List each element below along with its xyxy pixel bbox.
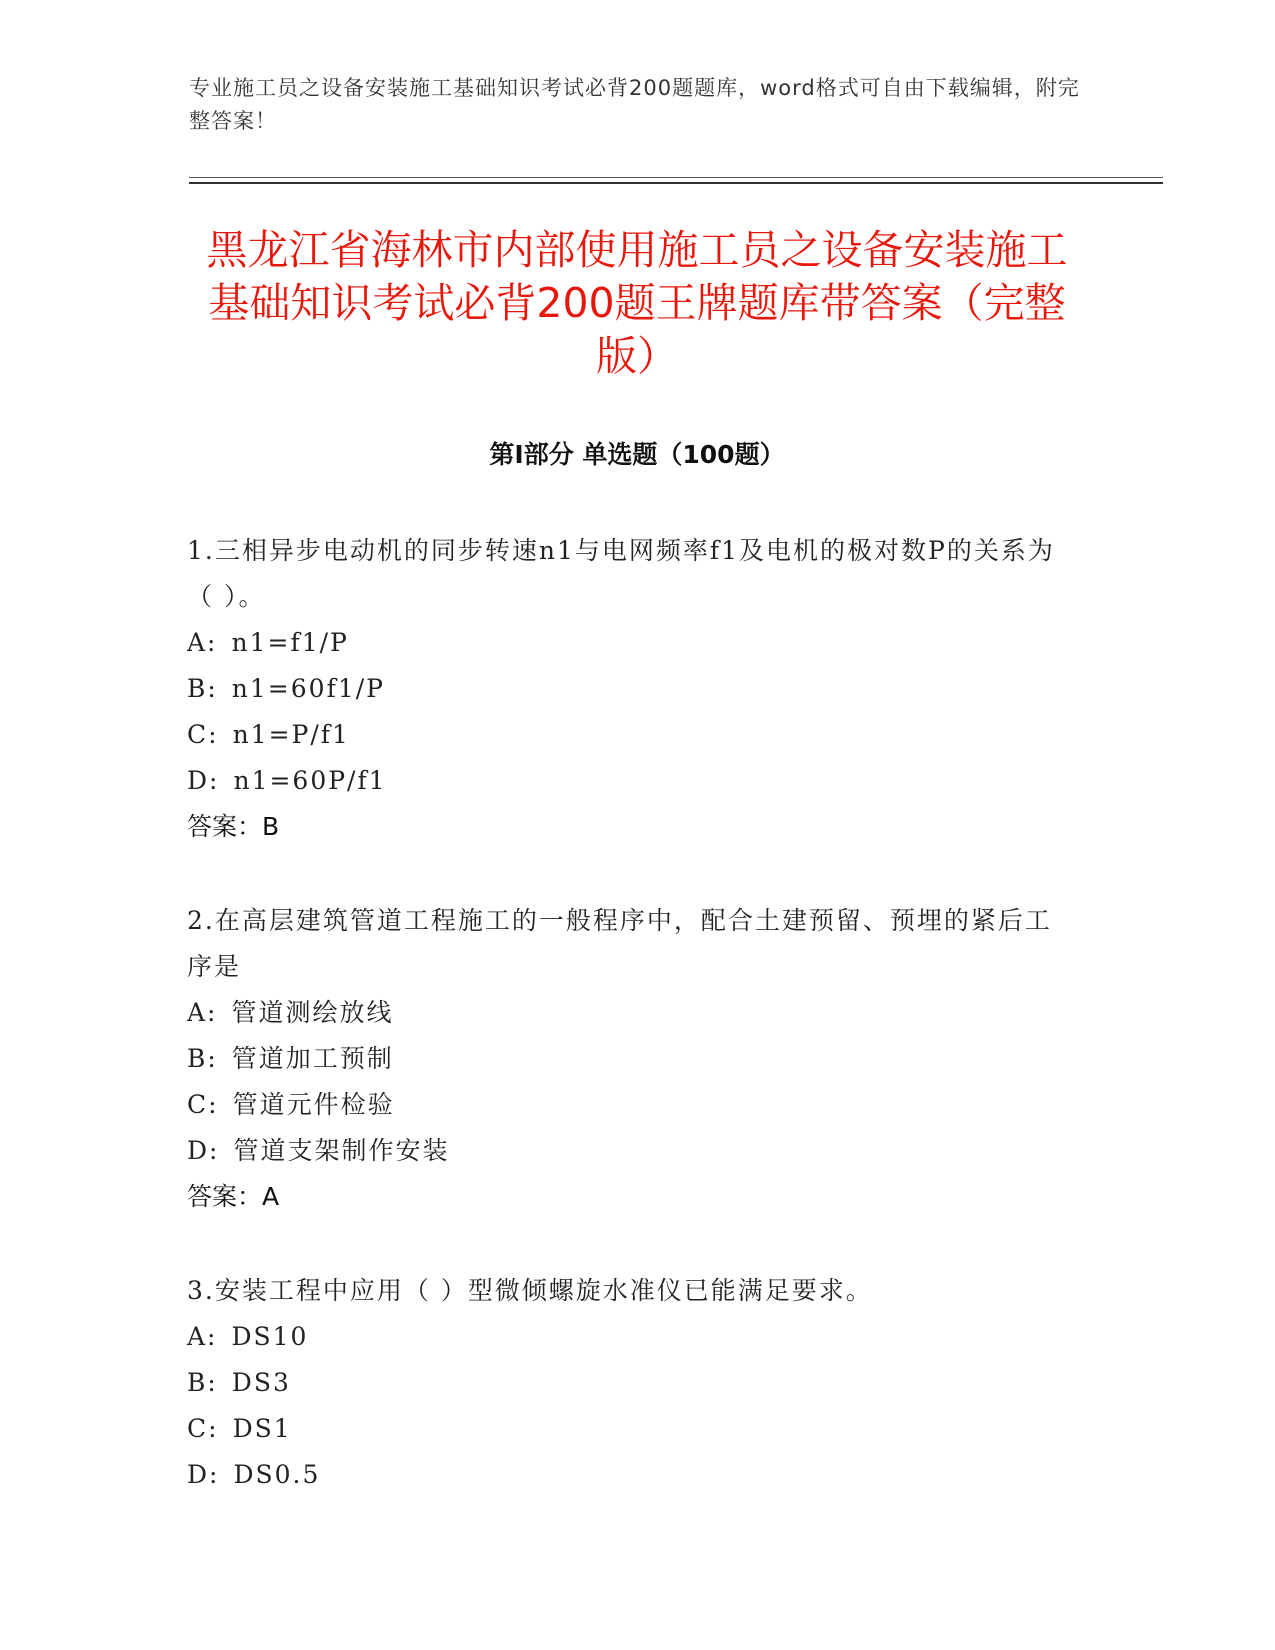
option-text: 管道元件检验 [232,1090,395,1119]
question-stem: 3.安装工程中应用（ ）型微倾螺旋水准仪已能满足要求。 [187,1276,873,1305]
question-3 [187,1268,1067,1498]
option-text: DS10 [231,1322,309,1351]
option-text: 管道支架制作安装 [233,1136,450,1165]
option-key: D: [187,1136,220,1165]
option-b [187,666,1067,712]
question-1 [187,528,1067,850]
option-c [187,1082,1067,1128]
answer-value: A [262,1182,280,1211]
answer-line [187,804,1067,850]
question-stem: 1.三相异步电动机的同步转速n1与电网频率f1及电机的极对数P的关系为（ ）。 [187,536,1055,611]
option-c [187,1406,1067,1452]
section-title: 第I部分 单选题（100题） [489,440,785,469]
option-d [187,1452,1067,1498]
option-b [187,1360,1067,1406]
answer-label: 答案： [187,812,263,841]
option-a [187,990,1067,1036]
option-key: A: [187,998,218,1027]
option-key: D: [187,1460,220,1489]
header-note: 专业施工员之设备安装施工基础知识考试必背200题题库，word格式可自由下载编辑，附完整答案！ [189,76,1080,133]
option-text: DS3 [231,1368,291,1397]
option-c [187,712,1067,758]
option-key: B: [187,674,218,703]
option-a [187,620,1067,666]
option-key: C: [187,1090,219,1119]
option-text: n1=P/f1 [232,720,350,749]
document-title: 黑龙江省海林市内部使用施工员之设备安装施工基础知识考试必背200题王牌题库带答案（完整版） [206,226,1068,380]
option-d [187,1128,1067,1174]
option-key: B: [187,1368,218,1397]
option-text: n1=60P/f1 [233,766,387,795]
option-key: C: [187,720,219,749]
header-divider-thin [189,177,1163,178]
question-stem: 2.在高层建筑管道工程施工的一般程序中，配合土建预留、预埋的紧后工序是 [187,906,1052,981]
question-2 [187,898,1067,1220]
option-text: n1=f1/P [231,628,349,657]
answer-value: B [262,812,280,841]
option-text: n1=60f1/P [231,674,385,703]
option-b [187,1036,1067,1082]
question-list [187,528,1067,1546]
answer-label: 答案： [187,1182,263,1211]
option-key: C: [187,1414,219,1443]
option-d [187,758,1067,804]
option-key: A: [187,1322,218,1351]
option-key: B: [187,1044,218,1073]
option-text: 管道测绘放线 [231,998,394,1027]
option-a [187,1314,1067,1360]
answer-line [187,1174,1067,1220]
header-divider-thick [189,182,1163,184]
option-key: D: [187,766,220,795]
option-text: DS1 [232,1414,292,1443]
option-text: DS0.5 [233,1460,321,1489]
option-key: A: [187,628,218,657]
option-text: 管道加工预制 [231,1044,394,1073]
